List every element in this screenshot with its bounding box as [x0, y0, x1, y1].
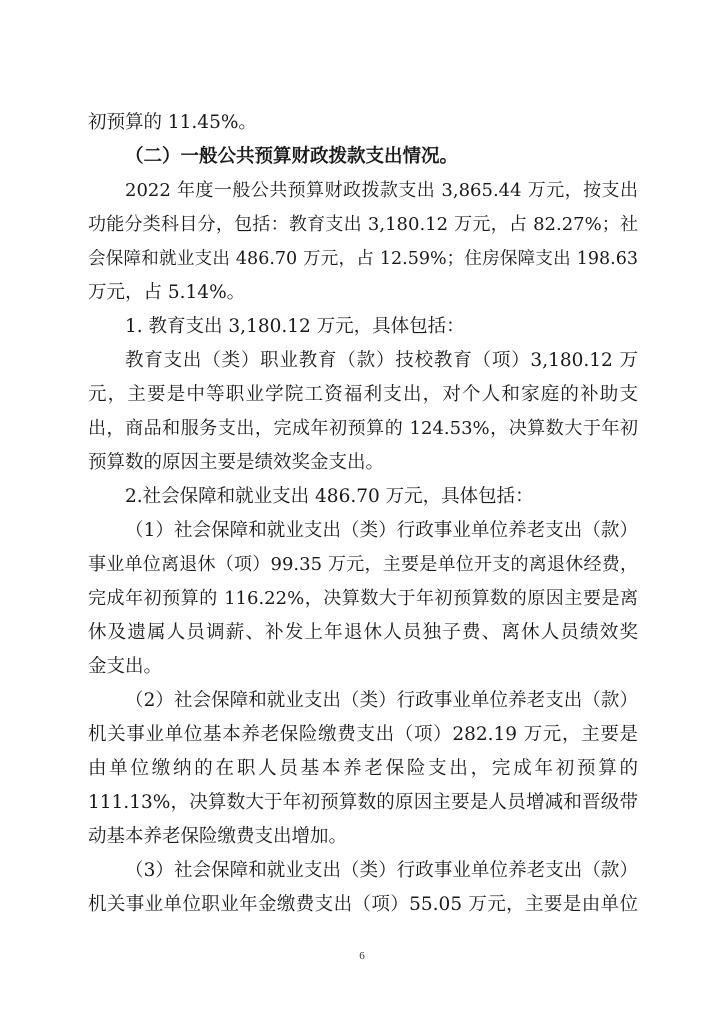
- text-line-content: 2022 年度一般公共预算财政拨款支出 3,865.44 万元，按支出: [125, 180, 638, 201]
- text-line: [88, 412, 638, 446]
- text-line: [88, 650, 638, 684]
- text-line: [88, 548, 638, 582]
- text-line-content: 1. 教育支出 3,180.12 万元，具体包括：: [125, 316, 465, 337]
- text-line-content: 预算数的原因主要是绩效奖金支出。: [88, 452, 385, 473]
- text-line-content: （3）社会保障和就业支出（类）行政事业单位养老支出（款）: [125, 860, 638, 881]
- text-line: [88, 344, 638, 378]
- text-line-content: 机关事业单位基本养老保险缴费支出（项）282.19 万元，主要是: [88, 724, 638, 745]
- text-line-content: 事业单位离退休（项）99.35 万元，主要是单位开支的离退休经费，: [88, 554, 638, 575]
- text-line-content: 会保障和就业支出 486.70 万元，占 12.59%；住房保障支出 198.63: [88, 249, 638, 269]
- text-line-content: 功能分类科目分，包括：教育支出 3,180.12 万元，占 82.27%；社: [88, 214, 638, 235]
- text-line-content: 机关事业单位职业年金缴费支出（项）55.05 万元，主要是由单位: [88, 894, 638, 915]
- text-line-content: 教育支出（类）职业教育（款）技校教育（项）3,180.12 万: [125, 350, 638, 371]
- text-line: [88, 582, 638, 616]
- text-line: [88, 106, 638, 140]
- text-line: [88, 446, 638, 480]
- text-line: [88, 786, 638, 820]
- text-line: [88, 514, 638, 548]
- text-line-content: 出，商品和服务支出，完成年初预算的 124.53%，决算数大于年初: [88, 418, 638, 439]
- text-line-content: 动基本养老保险缴费支出增加。: [88, 826, 348, 847]
- text-line-content: 完成年初预算的 116.22%，决算数大于年初预算数的原因主要是离: [88, 588, 638, 609]
- text-line: [88, 684, 638, 718]
- document-body: [88, 106, 638, 922]
- text-line: [88, 276, 638, 310]
- page-number: 6: [359, 950, 365, 962]
- text-line: [88, 310, 638, 344]
- text-line: [88, 378, 638, 412]
- section-heading: [88, 140, 638, 174]
- text-line: [88, 208, 638, 242]
- text-line: [88, 718, 638, 752]
- text-line-content: 111.13%，决算数大于年初预算数的原因主要是人员增减和晋级带: [88, 792, 638, 813]
- text-line: [88, 752, 638, 786]
- text-line: [88, 242, 638, 276]
- text-line-content: （1）社会保障和就业支出（类）行政事业单位养老支出（款）: [125, 520, 638, 541]
- text-line-content: 元，主要是中等职业学院工资福利支出，对个人和家庭的补助支: [88, 384, 638, 405]
- text-line-content: （二）一般公共预算财政拨款支出情况。: [125, 146, 459, 167]
- text-line-content: 由单位缴纳的在职人员基本养老保险支出，完成年初预算的: [88, 758, 638, 779]
- text-line-content: 金支出。: [88, 656, 163, 677]
- text-line: [88, 888, 638, 922]
- text-line-content: 初预算的 11.45%。: [88, 112, 257, 133]
- text-line-content: （2）社会保障和就业支出（类）行政事业单位养老支出（款）: [125, 690, 638, 711]
- text-line-content: 万元，占 5.14%。: [88, 282, 246, 303]
- text-line: [88, 854, 638, 888]
- text-line: [88, 174, 638, 208]
- text-line: [88, 616, 638, 650]
- text-line-content: 休及遗属人员调薪、补发上年退休人员独子费、离休人员绩效奖: [88, 622, 638, 643]
- text-line: [88, 480, 638, 514]
- text-line-content: 2.社会保障和就业支出 486.70 万元，具体包括：: [125, 486, 534, 507]
- text-line: [88, 820, 638, 854]
